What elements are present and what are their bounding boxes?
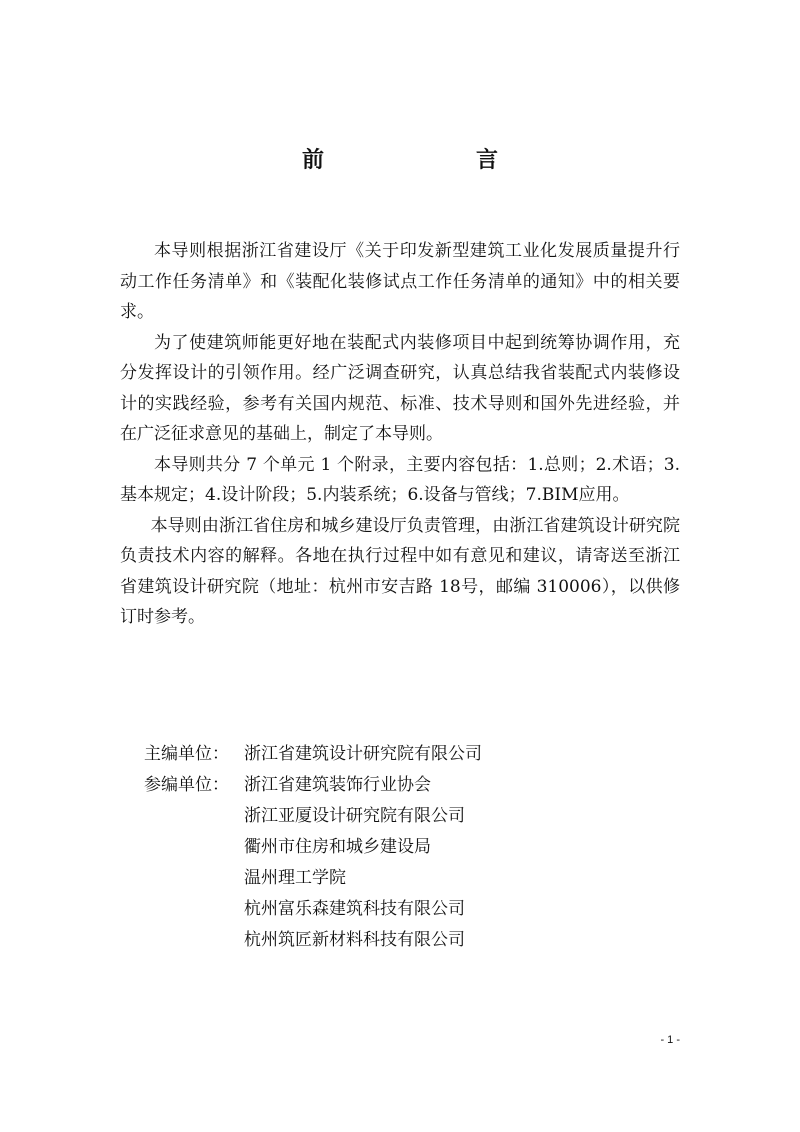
participating-unit: 杭州筑匠新材料科技有限公司 — [244, 930, 465, 950]
participating-units-list — [244, 770, 465, 956]
units-section — [144, 739, 684, 956]
paragraph-purpose: 为了使建筑师能更好地在装配式内装修项目中起到统筹协调作用，充分发挥设计的引领作用。经广泛调查研究，认真总结我省装配式内装修设计的实践经验，参考有关国内规范、标准、技术导则和国外先进经验，并在广泛征求意见的基础上，制定了本导则。 — [120, 332, 680, 444]
preface-body — [120, 236, 680, 633]
page-number: - 1 - — [660, 1034, 680, 1046]
participating-unit: 温州理工学院 — [244, 868, 346, 888]
chief-editor-label: 主编单位： — [144, 744, 229, 764]
paragraph-management: 本导则由浙江省住房和城乡建设厅负责管理，由浙江省建筑设计研究院负责技术内容的解释。各地在执行过程中如有意见和建议，请寄送至浙江省建筑设计研究院（地址：杭州市安吉路 18号，邮编 310006），以供修订时参考。 — [120, 515, 680, 627]
paragraph-basis: 本导则根据浙江省建设厅《关于印发新型建筑工业化发展质量提升行动工作任务清单》和《装配化装修试点工作任务清单的通知》中的相关要求。 — [120, 241, 680, 322]
chief-editor-row — [144, 739, 684, 770]
participating-unit: 浙江省建筑装饰行业协会 — [244, 775, 431, 795]
participating-unit: 衢州市住房和城乡建设局 — [244, 837, 431, 857]
participating-units-row — [144, 770, 684, 956]
participating-unit: 浙江亚厦设计研究院有限公司 — [244, 806, 465, 826]
participating-unit: 杭州富乐森建筑科技有限公司 — [244, 899, 465, 919]
paragraph-contents: 本导则共分 7 个单元 1 个附录，主要内容包括：1.总则；2.术语；3.基本规定；4.设计阶段；5.内装系统；6.设备与管线；7.BIM应用。 — [120, 454, 680, 505]
page-title: 前 言 — [301, 147, 534, 173]
participating-units-label: 参编单位： — [144, 775, 229, 795]
chief-editor-name: 浙江省建筑设计研究院有限公司 — [244, 744, 482, 764]
